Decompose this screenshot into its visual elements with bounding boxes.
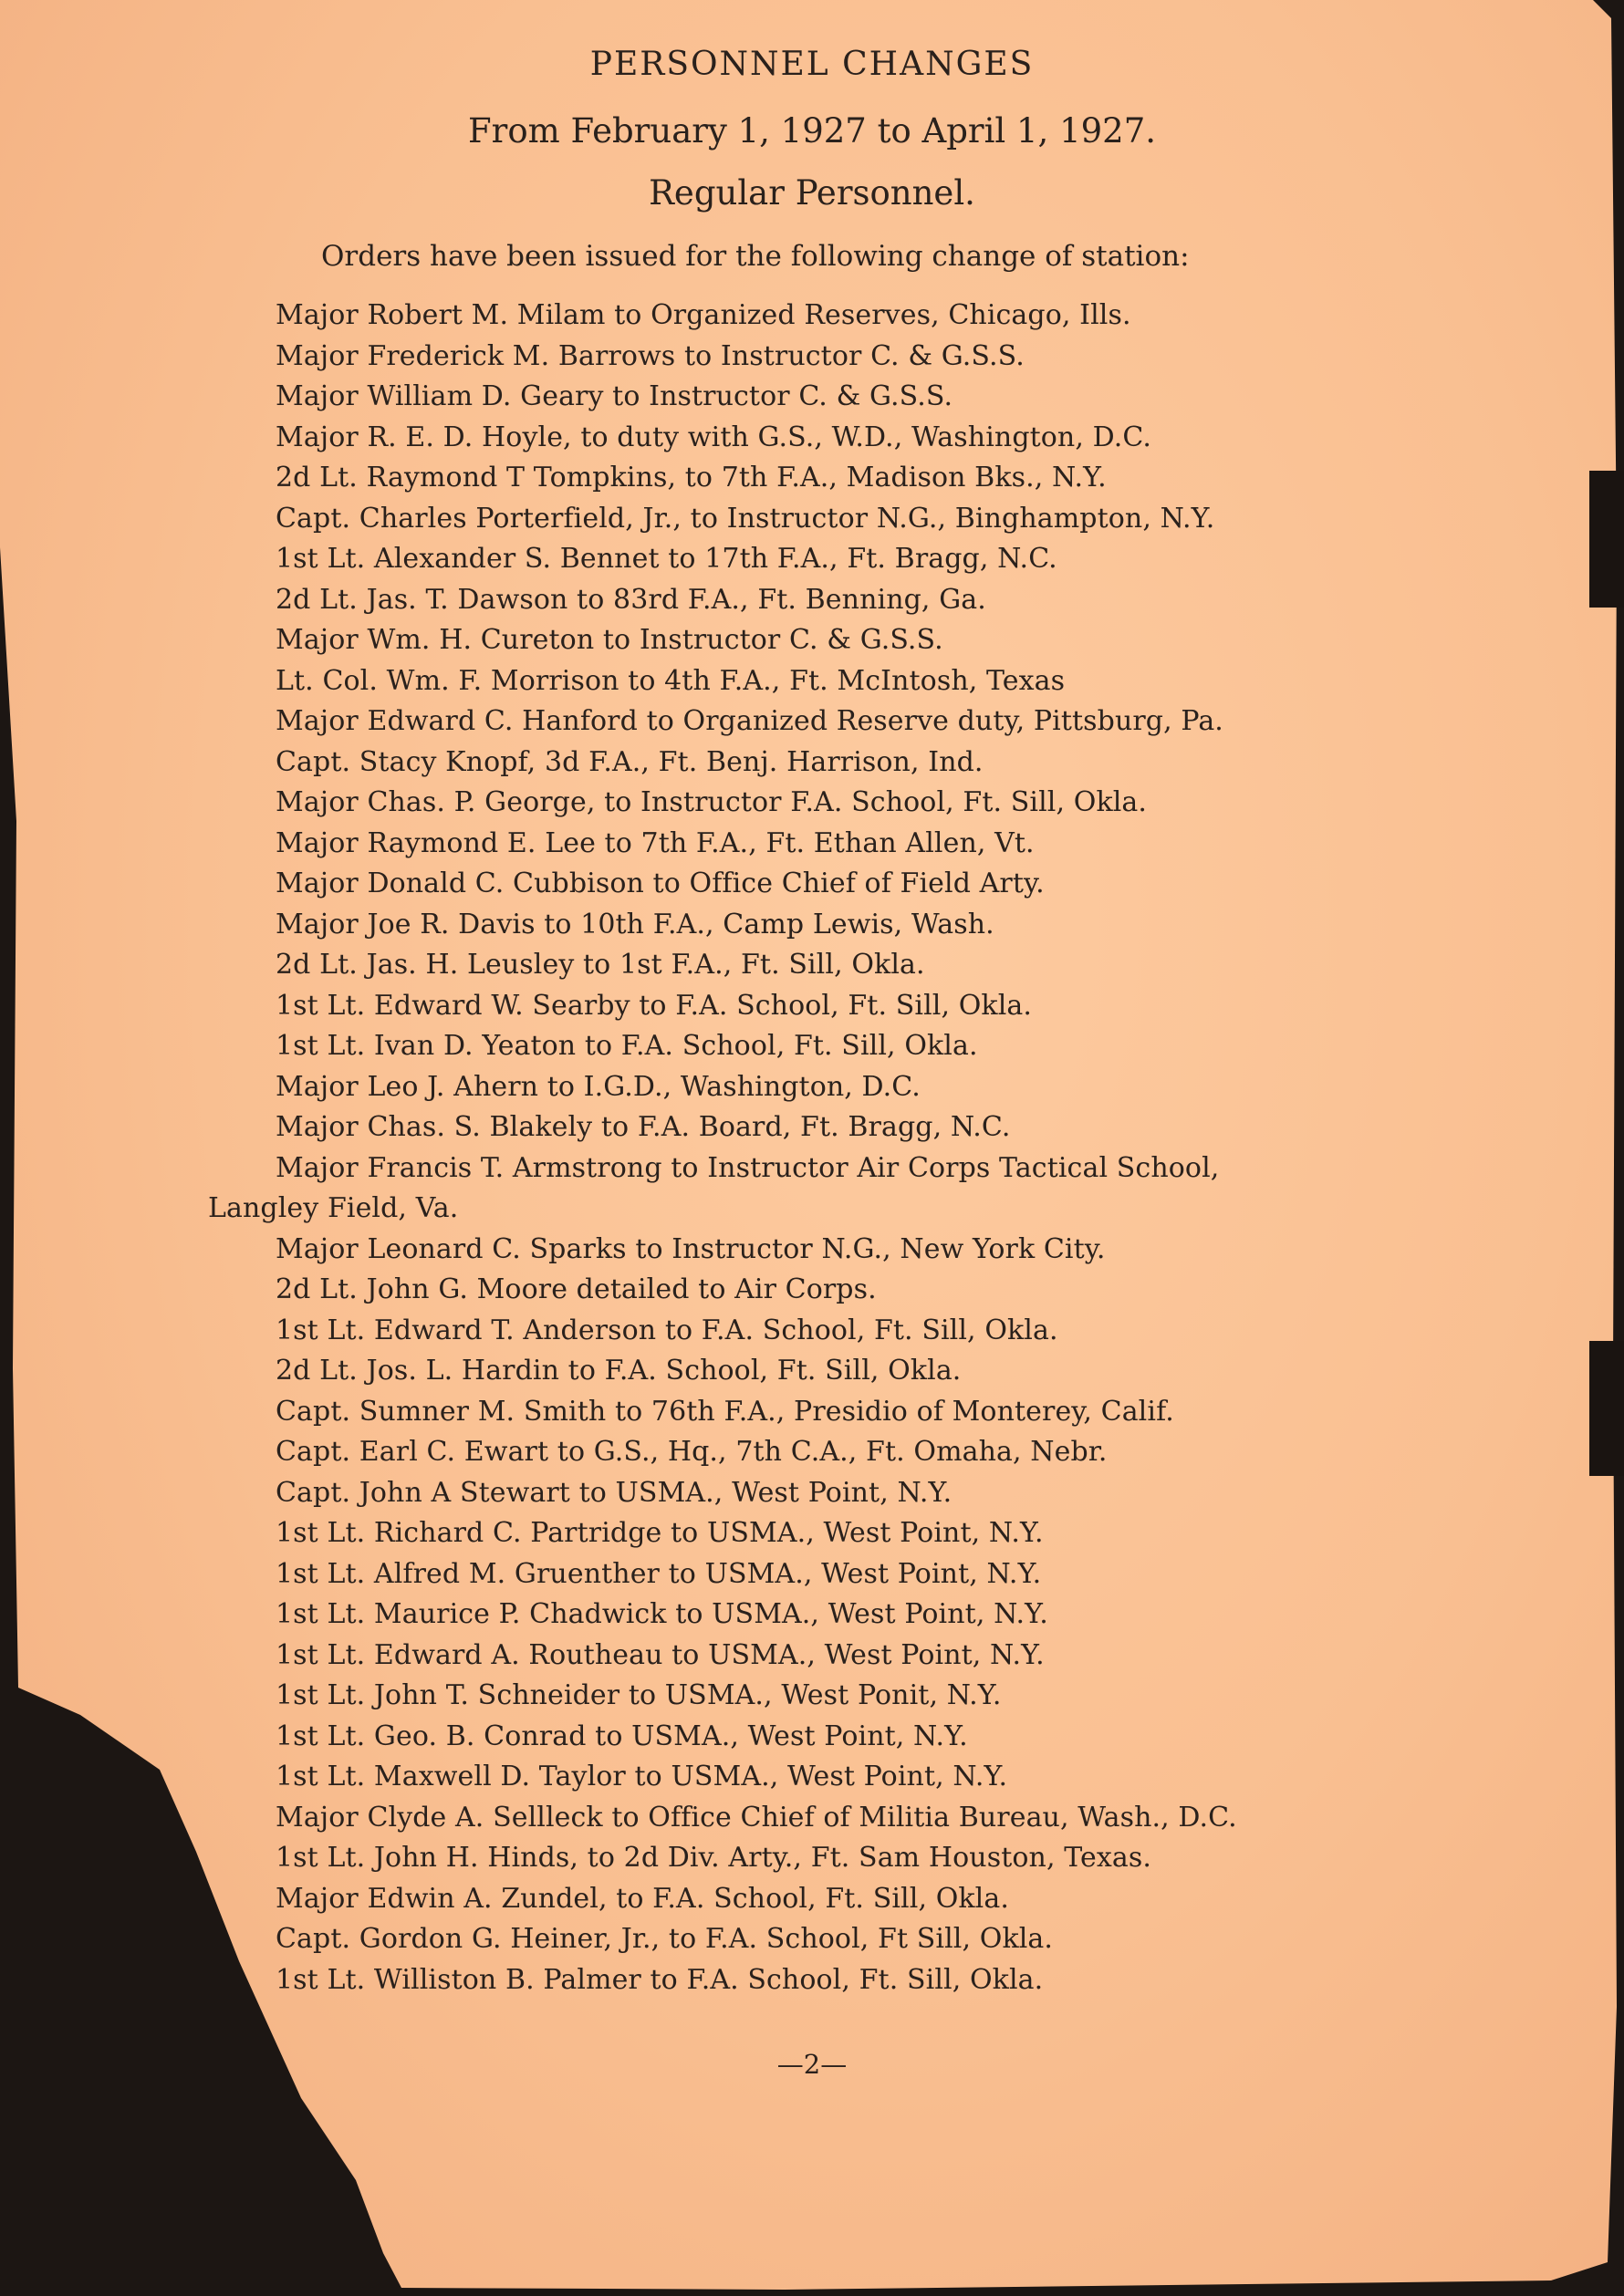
list-item: 1st Lt. Geo. B. Conrad to USMA., West Point, N.Y. bbox=[276, 1719, 968, 1752]
list-item: Major Donald C. Cubbison to Office Chief of Field Arty. bbox=[276, 867, 1045, 899]
date-range: From February 1, 1927 to April 1, 1927. bbox=[467, 111, 1157, 151]
list-item: Major Edward C. Hanford to Organized Reserve duty, Pittsburg, Pa. bbox=[276, 705, 1223, 737]
list-item-continuation: Langley Field, Va. bbox=[208, 1192, 459, 1224]
list-item: 2d Lt. Jas. H. Leusley to 1st F.A., Ft. Sill, Okla. bbox=[276, 949, 925, 981]
personnel-list bbox=[208, 296, 1237, 2000]
list-item: Capt. Stacy Knopf, 3d F.A., Ft. Benj. Harrison, Ind. bbox=[276, 745, 984, 778]
page-number: —2— bbox=[776, 2049, 848, 2080]
list-item: Capt. Charles Porterfield, Jr., to Instructor N.G., Binghampton, N.Y. bbox=[276, 502, 1215, 535]
list-item: Major William D. Geary to Instructor C. & G.S.S. bbox=[276, 380, 953, 412]
list-item: Major Leonard C. Sparks to Instructor N.G., New York City. bbox=[276, 1232, 1106, 1265]
list-item: Major Robert M. Milam to Organized Reserves, Chicago, Ills. bbox=[276, 299, 1131, 331]
list-item: Major R. E. D. Hoyle, to duty with G.S., W.D., Washington, D.C. bbox=[276, 421, 1151, 453]
list-item: 1st Lt. Alfred M. Gruenther to USMA., West Point, N.Y. bbox=[276, 1557, 1042, 1590]
list-item: Major Francis T. Armstrong to Instructor Air Corps Tactical School, bbox=[276, 1151, 1220, 1184]
list-item: Lt. Col. Wm. F. Morrison to 4th F.A., Ft. McIntosh, Texas bbox=[276, 664, 1066, 697]
list-item: Major Chas. P. George, to Instructor F.A. School, Ft. Sill, Okla. bbox=[276, 786, 1148, 818]
list-item: 1st Lt. Edward T. Anderson to F.A. School, Ft. Sill, Okla. bbox=[276, 1314, 1058, 1346]
list-item: 1st Lt. John H. Hinds, to 2d Div. Arty., Ft. Sam Houston, Texas. bbox=[276, 1842, 1151, 1874]
list-item: Major Edwin A. Zundel, to F.A. School, Ft. Sill, Okla. bbox=[276, 1882, 1010, 1915]
list-item: 1st Lt. John T. Schneider to USMA., West Ponit, N.Y. bbox=[276, 1679, 1002, 1711]
list-item: 1st Lt. Alexander S. Bennet to 17th F.A., Ft. Bragg, N.C. bbox=[276, 543, 1057, 575]
list-item: Major Frederick M. Barrows to Instructor C. & G.S.S. bbox=[276, 339, 1025, 372]
list-item: Capt. Sumner M. Smith to 76th F.A., Presidio of Monterey, Calif. bbox=[276, 1395, 1174, 1428]
list-item: 1st Lt. Ivan D. Yeaton to F.A. School, Ft. Sill, Okla. bbox=[276, 1030, 978, 1062]
list-item: Major Leo J. Ahern to I.G.D., Washington, D.C. bbox=[276, 1070, 921, 1103]
list-item: Capt. Gordon G. Heiner, Jr., to F.A. School, Ft Sill, Okla. bbox=[276, 1923, 1054, 1955]
list-item: Major Chas. S. Blakely to F.A. Board, Ft. Bragg, N.C. bbox=[276, 1111, 1011, 1143]
list-item: Capt. John A Stewart to USMA., West Point, N.Y. bbox=[276, 1476, 953, 1509]
list-item: 1st Lt. Maxwell D. Taylor to USMA., West Point, N.Y. bbox=[276, 1761, 1008, 1792]
page-heading: PERSONNEL CHANGES bbox=[589, 46, 1035, 83]
intro-text: Orders have been issued for the following change of station: bbox=[321, 240, 1190, 273]
list-item: 1st Lt. Edward A. Routheau to USMA., West Point, N.Y. bbox=[276, 1638, 1045, 1671]
list-item: 1st Lt. Maurice P. Chadwick to USMA., West Point, N.Y. bbox=[276, 1598, 1048, 1630]
list-item: Major Raymond E. Lee to 7th F.A., Ft. Ethan Allen, Vt. bbox=[276, 826, 1035, 859]
list-item: Capt. Earl C. Ewart to G.S., Hq., 7th C.A., Ft. Omaha, Nebr. bbox=[276, 1436, 1108, 1468]
binding-hole-bottom bbox=[1589, 1341, 1624, 1476]
list-item: 2d Lt. Raymond T Tompkins, to 7th F.A., Madison Bks., N.Y. bbox=[276, 462, 1107, 493]
list-item: 2d Lt. John G. Moore detailed to Air Corps. bbox=[276, 1273, 877, 1305]
list-item: 1st Lt. Richard C. Partridge to USMA., West Point, N.Y. bbox=[276, 1517, 1044, 1549]
section-title: Regular Personnel. bbox=[649, 173, 975, 213]
list-item: Major Joe R. Davis to 10th F.A., Camp Lewis, Wash. bbox=[276, 908, 994, 940]
list-item: Major Wm. H. Cureton to Instructor C. & G.S.S. bbox=[276, 624, 943, 656]
list-item: 2d Lt. Jos. L. Hardin to F.A. School, Ft. Sill, Okla. bbox=[276, 1355, 962, 1387]
list-item: 1st Lt. Edward W. Searby to F.A. School, Ft. Sill, Okla. bbox=[276, 989, 1033, 1022]
list-item: Major Clyde A. Sellleck to Office Chief of Militia Bureau, Wash., D.C. bbox=[276, 1801, 1237, 1834]
list-item: 2d Lt. Jas. T. Dawson to 83rd F.A., Ft. Benning, Ga. bbox=[276, 583, 986, 616]
binding-hole-top bbox=[1589, 471, 1624, 608]
list-item: 1st Lt. Williston B. Palmer to F.A. School, Ft. Sill, Okla. bbox=[276, 1963, 1044, 1996]
